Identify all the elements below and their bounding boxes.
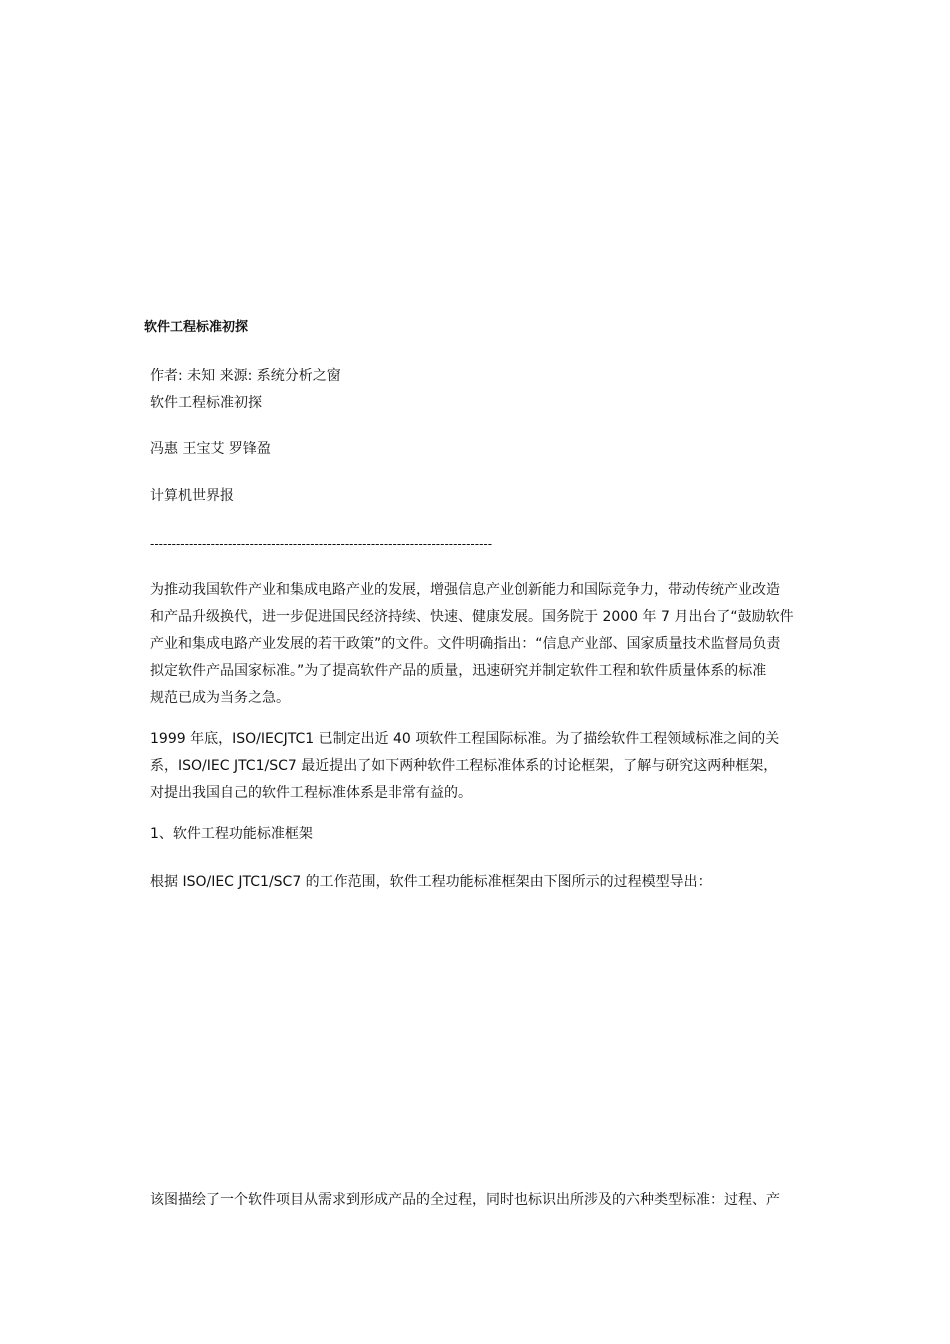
paragraph-line: 对提出我国自己的软件工程标准体系是非常有益的。 [150,785,472,801]
article-subtitle: 软件工程标准初探 [150,395,262,411]
publication-line: 计算机世界报 [150,488,234,504]
section-heading-1: 1、软件工程功能标准框架 [150,826,313,842]
paragraph-line: 和产品升级换代，进一步促进国民经济持续、快速、健康发展。国务院于 2000 年 7 月出台了“鼓励软件 [150,609,794,625]
author-source-line: 作者: 未知 来源: 系统分析之窗 [150,368,341,384]
paragraph-intro [150,577,802,712]
paragraph-line: 1999 年底，ISO/IECJTC1 已制定出近 40 项软件工程国际标准。为了描绘软件工程领域标准之间的关 [150,731,780,747]
paragraph-line: 系，ISO/IEC JTC1/SC7 最近提出了如下两种软件工程标准体系的讨论框架，了解与研究这两种框架， [150,758,778,774]
figure-placeholder [150,910,800,1180]
paragraph-iso-standards [150,726,802,807]
paragraph-line: 为推动我国软件产业和集成电路产业的发展，增强信息产业创新能力和国际竞争力，带动传统产业改造 [150,582,780,598]
authors-line: 冯惠 王宝艾 罗锋盈 [150,441,271,457]
separator-line: ------------------------------------------------------------------------------- [150,537,493,551]
paragraph-figure-description: 该图描绘了一个软件项目从需求到形成产品的全过程，同时也标识出所涉及的六种类型标准：过程、产 [150,1192,780,1208]
document-title: 软件工程标准初探 [144,320,249,335]
paragraph-line: 规范已成为当务之急。 [150,690,290,706]
paragraph-framework: 根据 ISO/IEC JTC1/SC7 的工作范围，软件工程功能标准框架由下图所示的过程模型导出： [150,874,712,890]
paragraph-line: 产业和集成电路产业发展的若干政策”的文件。文件明确指出：“信息产业部、国家质量技术监督局负责 [150,636,781,652]
paragraph-line: 拟定软件产品国家标准。”为了提高软件产品的质量，迅速研究并制定软件工程和软件质量体系的标准 [150,663,767,679]
